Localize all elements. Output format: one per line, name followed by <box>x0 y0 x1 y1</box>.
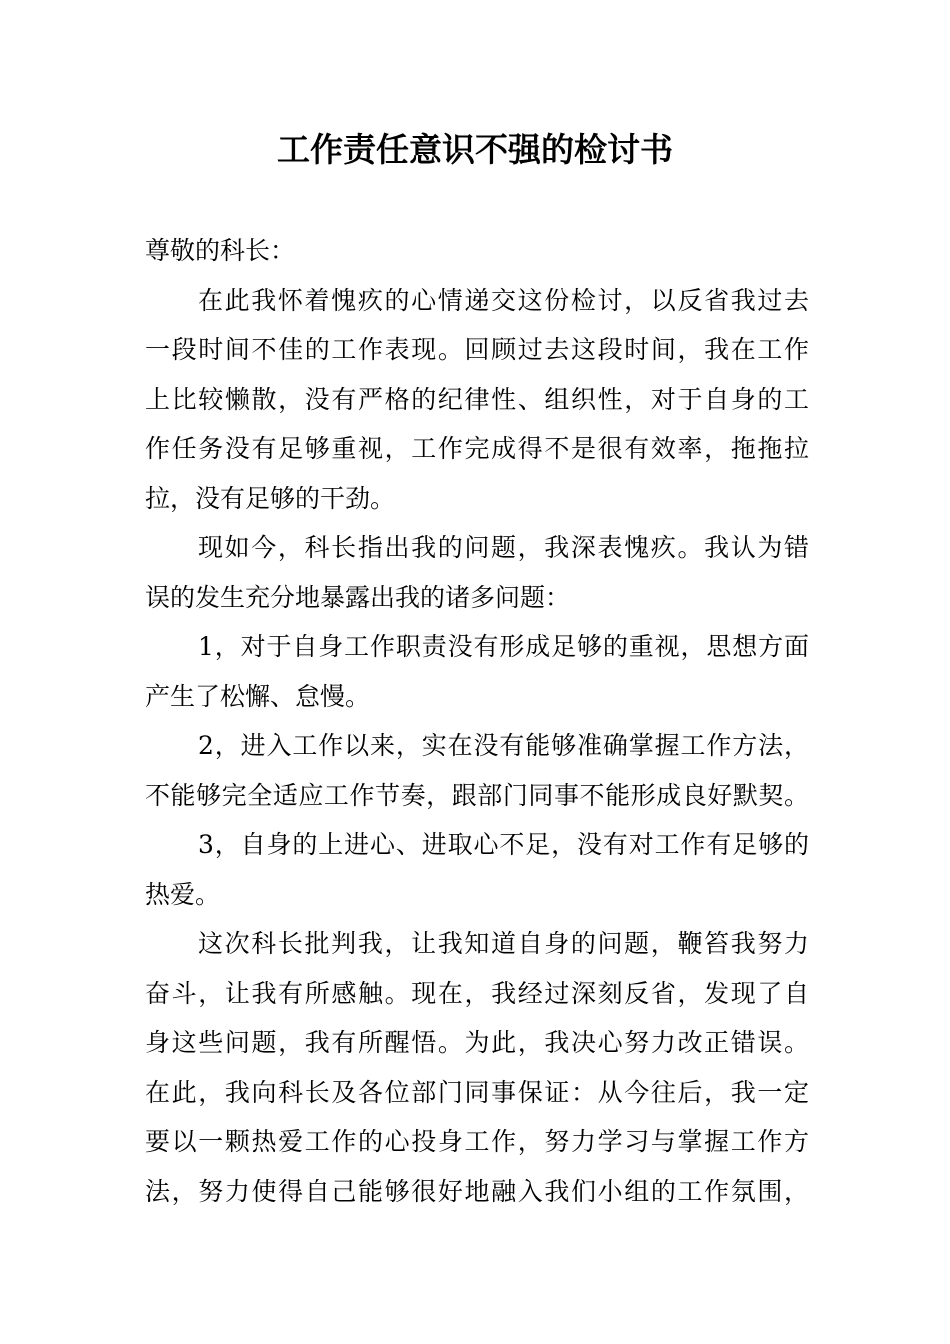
list-item-line: 3，自身的上进心、进取心不足，没有对工作有足够的 <box>198 830 809 859</box>
paragraph-line: 法，努力使得自己能够很好地融入我们小组的工作氛围， <box>145 1176 809 1206</box>
paragraph-line: 作任务没有足够重视，工作完成得不是很有效率，拖拖拉 <box>145 434 809 463</box>
list-item-line: 2，进入工作以来，实在没有能够准确掌握工作方法， <box>198 731 809 760</box>
list-item-line: 产生了松懈、怠慢。 <box>145 681 371 711</box>
paragraph-line: 拉，没有足够的干劲。 <box>145 483 396 513</box>
paragraph-line: 现如今，科长指出我的问题，我深表愧疚。我认为错 <box>198 533 809 562</box>
list-item-line: 热爱。 <box>145 879 221 909</box>
paragraph-line: 要以一颗热爱工作的心投身工作，努力学习与掌握工作方 <box>145 1127 809 1156</box>
paragraph-line: 奋斗，让我有所感触。现在，我经过深刻反省，发现了自 <box>145 978 809 1008</box>
list-item-line: 1，对于自身工作职责没有形成足够的重视，思想方面 <box>198 632 809 661</box>
document-title: 工作责任意识不强的检讨书 <box>277 130 673 169</box>
paragraph-line: 一段时间不佳的工作表现。回顾过去这段时间，我在工作 <box>145 335 809 364</box>
list-item-line: 不能够完全适应工作节奏，跟部门同事不能形成良好默契。 <box>145 780 809 810</box>
paragraph-line: 在此我怀着愧疚的心情递交这份检讨，以反省我过去 <box>198 285 809 315</box>
document-body <box>145 226 809 1216</box>
paragraph-line: 在此，我向科长及各位部门同事保证：从今往后，我一定 <box>145 1077 809 1107</box>
salutation: 尊敬的科长： <box>145 236 296 265</box>
paragraph-line: 上比较懒散，没有严格的纪律性、组织性，对于自身的工 <box>145 384 809 414</box>
paragraph-line: 这次科长批判我，让我知道自身的问题，鞭笞我努力 <box>198 929 809 958</box>
paragraph-line: 身这些问题，我有所醒悟。为此，我决心努力改正错误。 <box>145 1028 809 1057</box>
paragraph-line: 误的发生充分地暴露出我的诸多问题： <box>145 582 571 612</box>
